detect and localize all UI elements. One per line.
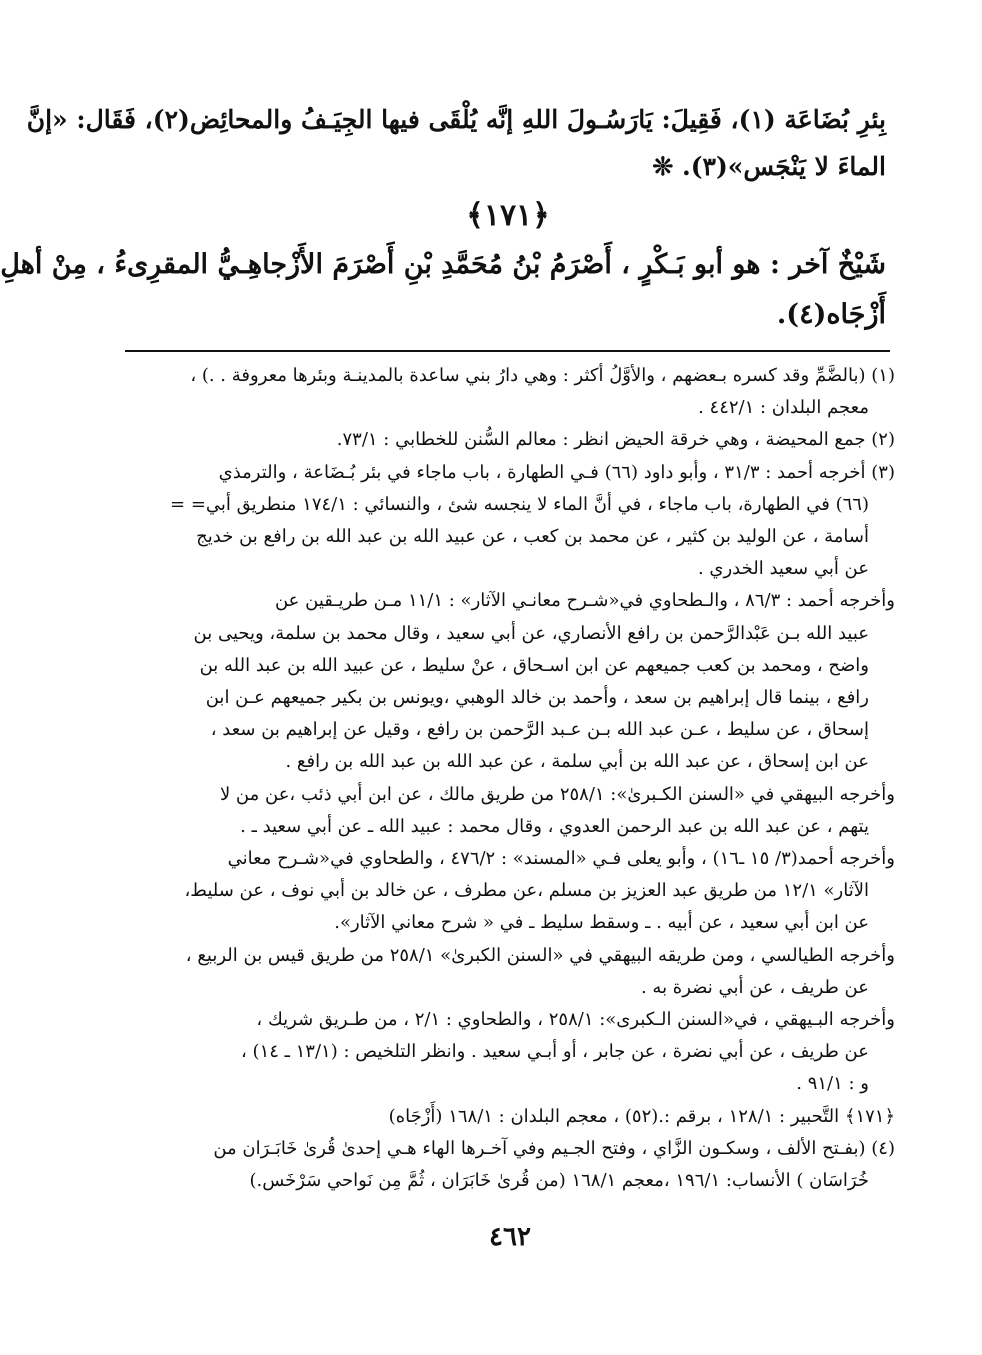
entry-number: ﴿١٧١﴾ bbox=[466, 198, 550, 233]
footnote-line: وأخرجه أحمد(٣/ ١٥ ـ١٦) ، وأبو يعلى فـي «المسند» : ٤٧٦/٢ ، والطحاوي في«شـرح معاني bbox=[227, 848, 895, 870]
footnotes bbox=[130, 360, 895, 1197]
footnote-line: عن ابن أبي سعيد ، عن أبيه . ـ وسقط سليط ـ في « شرح معاني الآثار». bbox=[334, 912, 869, 934]
footnote-line: ﴿١٧١﴾ التَّحبير : ١٢٨/١ ، برقم :.(٥٢) ، معجم البلدان : ١٦٨/١ (أَزْجَاه) bbox=[388, 1105, 895, 1127]
footnote-line: عبيد الله بـن عَبْدالرَّحمن بن رافع الأنصاري، عن أبي سعيد ، وقال محمد بن سلمة، ويحيى بن bbox=[193, 622, 869, 644]
footnote-line: (٣) أخرجه أحمد : ٣١/٣ ، وأبو داود (٦٦) فـي الطهارة ، باب ماجاء في بئر بُـضَاعة ، والترمذي bbox=[218, 461, 895, 483]
footnote-line: عن أبي سعيد الخدري . bbox=[697, 558, 869, 580]
footnote-line: وأخرجه البيهقي في «السنن الكـبرىٰ»: ٢٥٨/١ من طريق مالك ، عن ابن أبي ذئب ،عن من لا bbox=[219, 783, 895, 805]
main-text bbox=[26, 96, 886, 190]
footnote-divider bbox=[125, 350, 890, 352]
footnote-line: أسامة ، عن الوليد بن كثير ، عن محمد بن كعب ، عن عبيد الله بن عبد الله بن رافع بن خديج bbox=[196, 526, 869, 548]
footnote-line: (٢) جمع المحيضة ، وهي خرقة الحيض انظر : معالم السُّنن للخطابي : ٧٣/١. bbox=[336, 429, 895, 451]
footnote-line: يتهم ، عن عبد الله بن عبد الرحمن العدوي ، وقال محمد : عبيد الله ـ عن أبي سعيد ـ . bbox=[240, 815, 869, 837]
footnote-line: الآثار» ١٢/١ من طريق عبد العزيز بن مسلم ،عن مطرف ، عن خالد بن أبي نوف ، عن سليط، bbox=[184, 880, 869, 902]
footnote-line: رافع ، بينما قال إبراهيم بن سعد ، وأحمد بن خالد الوهبي ،ويونس بن بكير جميعهم عـن ابن bbox=[205, 687, 869, 709]
footnote-line: عن ابن إسحاق ، عن عبد الله بن أبي سلمة ، عن عبد الله بن عبد الله بن رافع . bbox=[285, 751, 869, 773]
footnote-line: و : ٩١/١ . bbox=[796, 1073, 869, 1095]
footnote-line: معجم البلدان : ٤٤٢/١ . bbox=[698, 397, 869, 419]
main-text-line-2: الماءَ لا يَنْجَس»(٣). ❊ bbox=[652, 152, 886, 181]
footnote-line: وأخرجه أحمد : ٨٦/٣ ، والـطحاوي في«شـرح معانـي الآثار» : ١١/١ مـن طريـقين عن bbox=[274, 590, 895, 612]
entry-title-line-2: أَزْجَاه(٤). bbox=[776, 299, 886, 330]
footnote-line: (١) (بالضَّمِّ وقد كسره بـعضهم ، والأوَّلُ أكثر : وهي دارُ بني ساعدة بالمدينـة وبئرها معروفة . .) ، bbox=[190, 365, 895, 386]
footnote-line: واضح ، ومحمد بن كعب جميعهم عن ابن اسـحاق ، عنْ سليط ، عن عبيد الله بن عبد الله بن bbox=[199, 654, 869, 676]
footnote-line: خُرَاسَان ) الأنساب: ١٩٦/١ ،معجم ١٦٨/١ (من قُرىٰ خَابَرَان ، ثُمَّ مِن نَواحي سَرْخَس.) bbox=[249, 1170, 869, 1192]
main-text-line-1: بِئرِ بُضَاعَة (١)، فَقِيلَ: يَارَسُـولَ اللهِ إنَّه يُلْقَى فيها الجِيَـفُ والمحائِض(٢)، فَقَال: «إنَّ bbox=[26, 105, 886, 134]
entry-title bbox=[0, 240, 886, 340]
page-number: ٤٦٢ bbox=[489, 1222, 531, 1252]
footnote-line: (٤) (بفـتح الألف ، وسكـون الزَّاي ، وفتح الجـيم وفي آخـرها الهاء هـي إحدىٰ قُرىٰ خَابَـرَان من bbox=[213, 1137, 895, 1159]
footnote-line: (٦٦) في الطهارة، باب ماجاء ، في أنَّ الماء لا ينجسه شئ ، والنسائي : ١٧٤/١ منطريق أبي= = bbox=[170, 493, 869, 515]
footnote-line: وأخرجه البـيهقي ، في«السنن الـكبرى»: ٢٥٨/١ ، والطحاوي : ٢/١ ، من طـريق شريك ، bbox=[256, 1009, 895, 1031]
footnote-line: إسحاق ، عن سليط ، عـن عبد الله بـن عـبد الرَّحمن بن رافع ، وقيل عن إبراهيم بن سعد ، bbox=[210, 719, 869, 741]
footnote-line: عن طريف ، عن أبي نضرة به . bbox=[640, 976, 869, 998]
footnote-line: وأخرجه الطيالسي ، ومن طريقه البيهقي في «السنن الكبرىٰ» ٢٥٨/١ من طريق قيس بن الربيع ، bbox=[185, 944, 895, 966]
footnote-line: عن طريف ، عن أبي نضرة ، عن جابر ، أو أبـي سعيد . وانظر التلخيص : (١٣/١ ـ ١٤) ، bbox=[241, 1041, 869, 1063]
entry-title-line-1: شَيْخٌ آخر : هو أبو بَـكْرٍ ، أَصْرَمُ بْنُ مُحَمَّدِ بْنِ أَصْرَمَ الأَزْجاهِـيُّ المقرِىءُ ، مِنْ أهلِ bbox=[0, 249, 886, 280]
